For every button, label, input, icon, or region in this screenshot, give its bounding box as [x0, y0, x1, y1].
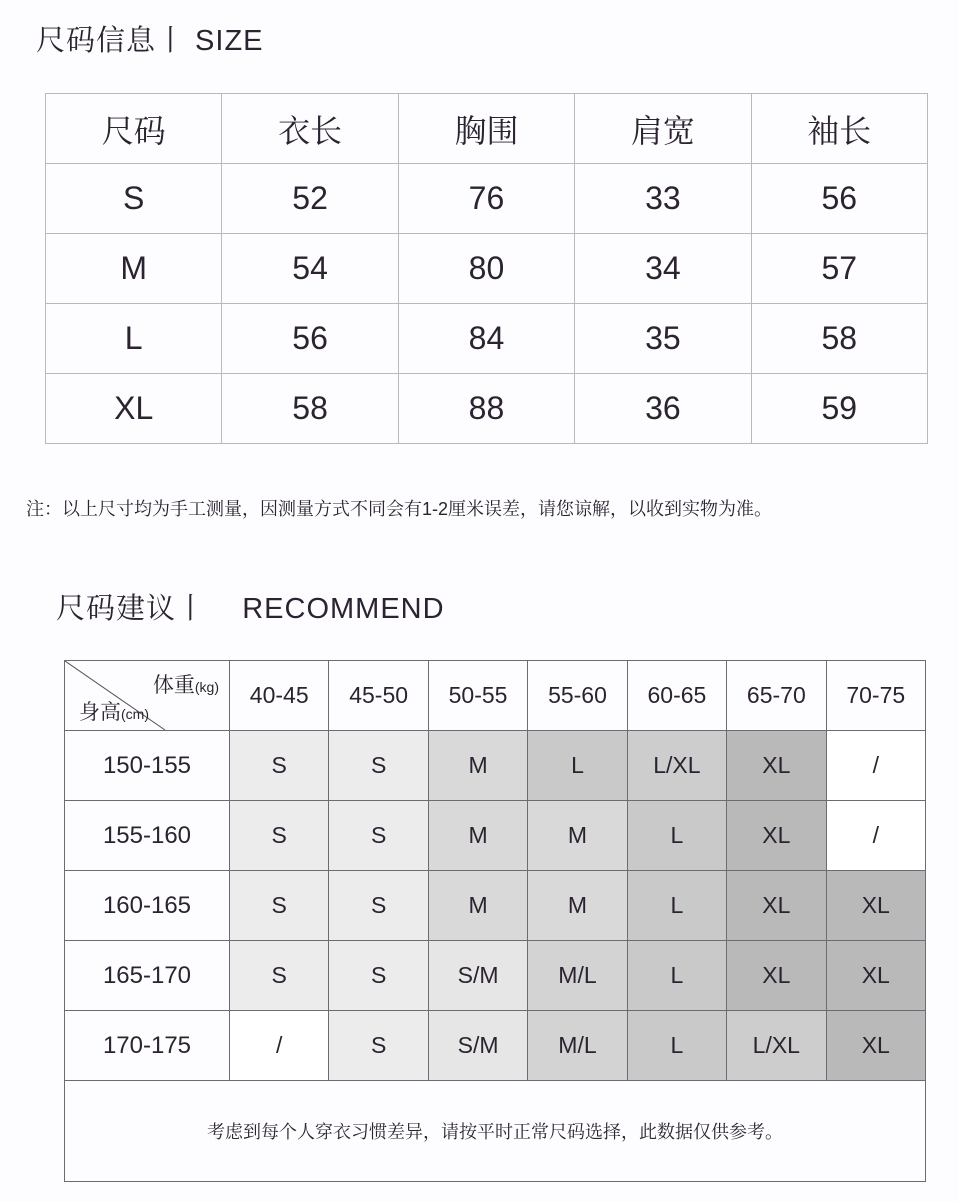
- size-cell: 58: [751, 304, 927, 374]
- recommend-size-cell: /: [826, 801, 925, 871]
- size-header-row: [46, 94, 928, 164]
- size-cell: 33: [575, 164, 751, 234]
- weight-header-cell: 55-60: [528, 661, 627, 731]
- recommend-size-cell: L: [627, 1011, 726, 1081]
- recommend-size-cell: S/M: [428, 941, 527, 1011]
- recommend-size-cell: L/XL: [727, 1011, 826, 1081]
- recommend-size-cell: XL: [727, 941, 826, 1011]
- size-header-cell: 袖长: [751, 94, 927, 164]
- size-cell: 34: [575, 234, 751, 304]
- size-cell: M: [46, 234, 222, 304]
- size-cell: 80: [398, 234, 574, 304]
- height-cell: 155-160: [65, 801, 230, 871]
- recommend-size-cell: S: [329, 941, 428, 1011]
- recommend-table: [64, 660, 926, 1182]
- measurement-note: 注：以上尺寸均为手工测量，因测量方式不同会有1-2厘米误差，请您谅解，以收到实物为准。: [26, 499, 773, 519]
- recommend-size-cell: S: [230, 941, 329, 1011]
- recommend-size-cell: L: [627, 941, 726, 1011]
- size-header-cell: 衣长: [222, 94, 398, 164]
- height-cell: 170-175: [65, 1011, 230, 1081]
- recommend-size-cell: L/XL: [627, 731, 726, 801]
- recommend-size-cell: S: [329, 1011, 428, 1081]
- recommend-size-cell: S: [230, 731, 329, 801]
- recommend-size-cell: /: [230, 1011, 329, 1081]
- recommend-size-cell: XL: [826, 871, 925, 941]
- size-cell: 36: [575, 374, 751, 444]
- weight-unit: (kg): [194, 679, 219, 695]
- corner-cell: [65, 661, 230, 731]
- recommend-size-cell: S: [230, 801, 329, 871]
- recommend-size-cell: M: [528, 871, 627, 941]
- recommend-size-cell: M: [428, 731, 527, 801]
- recommend-row: [65, 1011, 926, 1081]
- recommend-size-cell: S: [230, 871, 329, 941]
- height-cell: 165-170: [65, 941, 230, 1011]
- weight-header-cell: 70-75: [826, 661, 925, 731]
- weight-header-cell: 65-70: [727, 661, 826, 731]
- height-cell: 160-165: [65, 871, 230, 941]
- size-header-cell: 尺码: [46, 94, 222, 164]
- size-cell: XL: [46, 374, 222, 444]
- recommend-size-cell: /: [826, 731, 925, 801]
- weight-header-cell: 50-55: [428, 661, 527, 731]
- size-cell: 58: [222, 374, 398, 444]
- size-cell: S: [46, 164, 222, 234]
- weight-header-cell: 40-45: [230, 661, 329, 731]
- recommend-size-cell: XL: [826, 1011, 925, 1081]
- recommend-size-cell: M/L: [528, 941, 627, 1011]
- weight-label: [153, 669, 219, 699]
- weight-label-text: 体重: [152, 674, 195, 697]
- size-section-title: 尺码信息丨 SIZE: [36, 25, 264, 57]
- recommend-size-cell: M: [428, 801, 527, 871]
- size-cell: L: [46, 304, 222, 374]
- recommend-size-cell: XL: [826, 941, 925, 1011]
- recommend-size-cell: XL: [727, 731, 826, 801]
- recommend-size-cell: S: [329, 731, 428, 801]
- size-row: [46, 374, 928, 444]
- recommend-size-cell: S/M: [428, 1011, 527, 1081]
- height-label-text: 身高: [79, 701, 121, 724]
- recommend-section-title: 尺码建议丨 RECOMMEND: [56, 593, 445, 625]
- recommend-row: [65, 731, 926, 801]
- weight-header-cell: 45-50: [329, 661, 428, 731]
- size-table: [45, 93, 928, 444]
- recommend-size-cell: L: [528, 731, 627, 801]
- size-cell: 76: [398, 164, 574, 234]
- size-cell: 57: [751, 234, 927, 304]
- height-label: [79, 696, 149, 726]
- recommend-footer: 考虑到每个人穿衣习惯差异，请按平时正常尺码选择，此数据仅供参考。: [65, 1081, 926, 1182]
- size-row: [46, 164, 928, 234]
- recommend-size-cell: XL: [727, 871, 826, 941]
- recommend-size-cell: L: [627, 801, 726, 871]
- recommend-size-cell: L: [627, 871, 726, 941]
- size-header-cell: 胸围: [398, 94, 574, 164]
- size-cell: 54: [222, 234, 398, 304]
- size-cell: 35: [575, 304, 751, 374]
- weight-header-cell: 60-65: [627, 661, 726, 731]
- size-cell: 88: [398, 374, 574, 444]
- recommend-size-cell: M: [428, 871, 527, 941]
- size-cell: 59: [751, 374, 927, 444]
- recommend-row: [65, 801, 926, 871]
- recommend-size-cell: XL: [727, 801, 826, 871]
- recommend-row: [65, 941, 926, 1011]
- size-cell: 52: [222, 164, 398, 234]
- size-cell: 56: [751, 164, 927, 234]
- recommend-size-cell: S: [329, 871, 428, 941]
- size-header-cell: 肩宽: [575, 94, 751, 164]
- size-cell: 56: [222, 304, 398, 374]
- recommend-size-cell: S: [329, 801, 428, 871]
- height-unit: (cm): [121, 706, 149, 722]
- height-cell: 150-155: [65, 731, 230, 801]
- recommend-header-row: [65, 661, 926, 731]
- size-cell: 84: [398, 304, 574, 374]
- recommend-row: [65, 871, 926, 941]
- size-row: [46, 304, 928, 374]
- size-row: [46, 234, 928, 304]
- recommend-size-cell: M: [528, 801, 627, 871]
- recommend-size-cell: M/L: [528, 1011, 627, 1081]
